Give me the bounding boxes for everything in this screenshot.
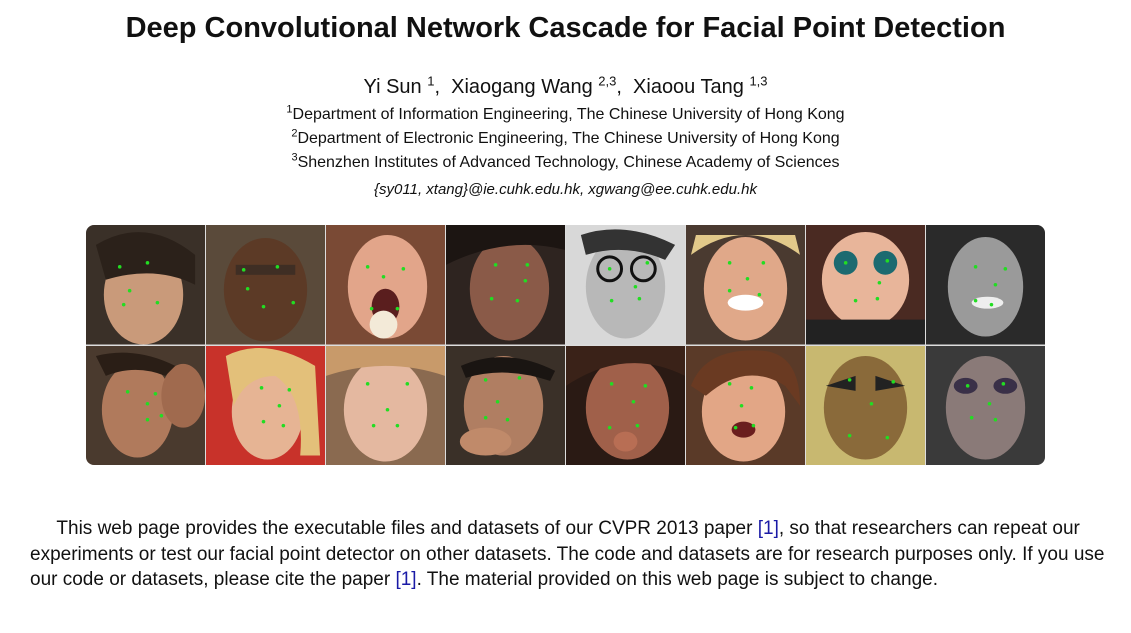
face-thumbnail xyxy=(566,225,685,345)
face-thumbnail xyxy=(686,346,805,466)
affiliation-index: 2 xyxy=(291,127,298,140)
face-thumbnail xyxy=(206,225,325,345)
face-thumbnail xyxy=(566,346,685,466)
affiliation-index: 3 xyxy=(291,151,298,164)
face-thumbnail xyxy=(446,346,565,466)
intro-text: This web page provides the executable files and datasets of our CVPR 2013 paper xyxy=(56,518,758,539)
face-landmark-examples xyxy=(86,225,1045,465)
author-name: Xiaoou Tang xyxy=(633,76,744,98)
affiliation-1 xyxy=(0,103,1131,124)
face-thumbnail xyxy=(806,225,925,345)
intro-text: . The material provided on this web page is subject to change. xyxy=(416,569,938,590)
author-emails: {sy011, xtang}@ie.cuhk.edu.hk, xgwang@ee.cuhk.edu.hk xyxy=(374,181,757,198)
face-thumbnail xyxy=(926,346,1045,466)
face-thumbnail xyxy=(326,346,445,466)
face-thumbnail xyxy=(686,225,805,345)
face-thumbnail xyxy=(446,225,565,345)
affiliation-text: Shenzhen Institutes of Advanced Technology, Chinese Academy of Sciences xyxy=(297,154,840,171)
author-list: Yi Sun $^1$, Xiaogang Wang $^{2,3}$, Xiaoou Tang $^{1,3}$ xyxy=(363,73,768,98)
author-affil-index: 2,3 xyxy=(598,73,617,89)
affiliation-text: Department of Information Engineering, The Chinese University of Hong Kong xyxy=(292,106,845,123)
author-name: Xiaogang Wang xyxy=(451,76,593,98)
citation-link[interactable]: [1] xyxy=(395,569,417,590)
face-thumbnail xyxy=(86,346,205,466)
face-thumbnail xyxy=(806,346,925,466)
face-thumbnail xyxy=(86,225,205,345)
face-thumbnail xyxy=(326,225,445,345)
face-thumbnail xyxy=(926,225,1045,345)
affiliation-text: Department of Electronic Engineering, The Chinese University of Hong Kong xyxy=(297,130,840,147)
author-affil-index: 1 xyxy=(427,73,435,89)
affiliation-2 xyxy=(0,127,1131,148)
citation-link[interactable]: [1] xyxy=(757,518,779,539)
author-affil-index: 1,3 xyxy=(749,73,768,89)
face-thumbnail xyxy=(206,346,325,466)
intro-paragraph xyxy=(30,516,1105,593)
author-name: Yi Sun xyxy=(363,76,422,98)
page-title: Deep Convolutional Network Cascade for Facial Point Detection xyxy=(125,12,1006,44)
intro-text: , so that researchers can repeat our experiments or test our facial point detector on other datasets. The code and datasets are for research purposes only. If you use our code or datasets, please cite the paper xyxy=(30,518,1105,590)
affiliation-index: 1 xyxy=(286,103,293,116)
affiliation-3 xyxy=(0,151,1131,172)
